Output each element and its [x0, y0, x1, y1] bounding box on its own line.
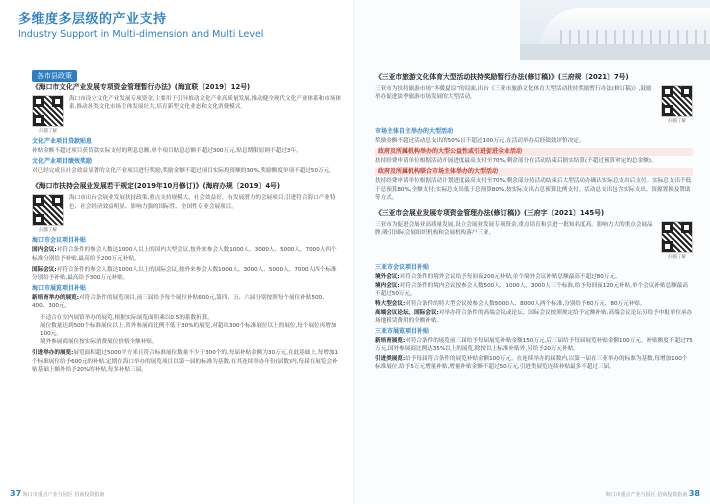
left-content: [32, 83, 342, 377]
qr-code-culture[interactable]: [32, 95, 64, 134]
subsection-text: 奖励金额不超过活动总支出的50%且不超过100万元,在活动举办后经绩效评价决定。: [375, 138, 585, 144]
qr-code-sanya-events[interactable]: [661, 85, 693, 124]
subsection-title: 市场主体自主举办的大型活动: [375, 128, 454, 135]
subsection-text: [375, 309, 693, 325]
item-text: 对符合条件的特大型会议按参会人数5000人、8000人两个标准,分别给予60万元、80万元补贴。: [405, 300, 646, 307]
item-text: 对符合条件的展览前三届给予每届展览补贴金额150万元,后三届给予每届展览补贴金额100万元。补贴额度不超过75万元,国外参展商比例达35%以上的展览,除按以上标准补贴外,另给予20万元补贴。: [375, 338, 693, 353]
item-label: 引进举办的展览:: [32, 350, 74, 357]
item-label: 境外会议:: [375, 274, 400, 281]
list-item: 不适合在室内展馆举办的展览,根据实际展览面积乘以0.5的系数折算。: [40, 314, 213, 321]
item-text: 对举办符合条件的高端会议或论坛、国际会议按照规定给予定额补贴,高端会议论坛另给予申报单位承办场地租赁费用的全额补贴。: [375, 309, 693, 325]
policy-tag: 各市县政策: [32, 70, 77, 82]
haikou-culture-intro: [32, 95, 342, 134]
haikou-culture-policy-title: 《海口市文化产业发展专项资金管理暂行办法》(海宣联〔2019〕12号): [32, 83, 251, 91]
item-text: 对符合条件的境外会议给予每间夜200元补贴,单个境外会议补贴总额最高不超过80万元。: [399, 274, 621, 281]
sanya-exhibition-intro: [375, 221, 693, 260]
page-header: [18, 12, 348, 41]
subsection-text: 对已经完成且社会效益显著的文化产业项目进行奖励,奖励金额不超过项目实际投资额的30%,奖励额度单项不超过50万元。: [32, 168, 335, 175]
subsection-text: [375, 282, 693, 298]
section-title-en: Industry Support in Multi-dimension and Multi Level: [18, 29, 264, 40]
qr-code-icon: [661, 221, 693, 253]
left-footer: [10, 489, 104, 498]
item-label: 境内会议:: [375, 283, 400, 290]
item-text: 对符合条件的参会人数达1000人以上的国际会议,按外来参会人数1000人、3000人、5000人、7000人四个标准分别给予补贴,最高给予300万元补贴。: [32, 266, 337, 282]
item-text: 对符合条件的展览项目,前三届给予每个展位补贴600元,第四、五、六届分别按照每个展位补贴500、400、300元。: [32, 295, 328, 310]
sanya-exhibition-policy-title: 《三亚市会展业发展专项资金管理办法(修订稿)》(三府字〔2021〕145号): [375, 209, 605, 218]
right-page: [355, 0, 710, 504]
subsection-text: [32, 294, 342, 310]
intro-text: 三亚市为扶持旅游市场“冬暖夏凉”的局面,出台《三亚市旅游文化体育大型活动扶持奖励暂行办法(修订稿)》,鼓励举办促进淡季旅游市场发展的大型活动。: [375, 86, 652, 101]
highlight-title: 政府及所属机构联合市场主体举办的大型活动: [375, 168, 693, 176]
item-label: 新培育举办的展览:: [32, 295, 79, 302]
sanya-events-intro: [375, 85, 693, 124]
subsection-text: 补贴金额不超过项目获贷款实际支付的利息总额,单个项目贴息总额不超过300万元,贴息期限原则不超过3年。: [32, 148, 302, 154]
subsection-text: [32, 246, 342, 262]
subsection-text: [375, 300, 693, 308]
page-number: 38: [688, 489, 700, 498]
footer-text: 海口市重点产业与园区 招商投资指南: [605, 492, 688, 498]
sanya-events-policy-title: 《三亚市旅游文化体育大型活动扶持奖励暂行办法(修订稿)》(三府规〔2021〕7号): [375, 73, 629, 81]
item-text: 对符合条件的参会人数达1000人以上的国内大型会议,按外来参会人数1000人、3000人、5000人、7000人四个标准分别给予补贴,最高给予200万元补贴。: [32, 247, 337, 262]
item-label: 新培育展览:: [375, 338, 406, 345]
qr-code-icon: [661, 85, 693, 117]
intro-text: 海口市设立文化产业发展专项资金,主要用于引导推动文化产业高质量发展,推动健全现代文化产业体系和市场体系,推动各类文化市场主体发展壮大,培育新型文化业态和文化消费模式。: [69, 96, 342, 111]
qr-code-exhibition[interactable]: [32, 194, 64, 233]
page-number: 37: [10, 489, 22, 498]
haikou-exhibition-policy-title: 《海口市扶持会展业发展若干规定(2019年10月修订)》(海府办规〔2019〕4号): [32, 182, 280, 191]
list-item: 境外参展商展位按实际消费展位价格全额补贴。: [40, 339, 158, 346]
intro-text: 三亚市为促进会展业高质量发展,设立会展业发展专项资金,重点培育和引进一批知名度高、影响力大的重点会展品牌,吸引国际会展组织机构和会展机构落户三亚。: [375, 222, 653, 237]
subsection-title: 文化产业项目贷款贴息: [32, 138, 93, 145]
qr-code-icon: [32, 194, 64, 226]
qr-code-icon: [32, 95, 64, 127]
qr-caption: 扫描了解: [668, 255, 686, 261]
intro-text: 海口市出台会展业发展扶持政策,重点支持规模大、社会效益好、有发展潜力的会展项目,引进符合海口产业特色、社会经济效益明显、影响力强的国际性、全国性专业会展项目。: [69, 195, 336, 210]
item-label: 特大型会议:: [375, 300, 406, 307]
qr-caption: 扫描了解: [39, 228, 57, 234]
building-photo: [520, 0, 710, 60]
subsection-text: [32, 349, 342, 374]
subsection-title: 海口市展览项目补贴: [32, 285, 87, 293]
subsection-text: [32, 266, 342, 282]
item-label: 引进类展览:: [375, 355, 406, 362]
subsection-title: 文化产业项目绩效奖励: [32, 158, 93, 166]
item-text: 展览面积超过5000平方米且符合标准展位数量不少于300个的,每届补贴金额为30万元,在此基础上,每增加1个标准展位给予600元的补贴,定期在海口举办的展览项目以第一届的标准为基数,在其连续举办年份(届数)内,每届在展览会补贴基础上额外给予20%的补贴,每多补贴三届。: [32, 350, 339, 373]
qr-caption: 扫描了解: [668, 119, 686, 124]
item-label: 国内会议:: [32, 247, 57, 254]
subsection-text: [375, 337, 693, 353]
subsection-text: [375, 355, 693, 371]
haikou-exhibition-intro: [32, 194, 342, 233]
item-label: 国际会议:: [32, 266, 57, 273]
subsection-text: 扶持经费申请单位根据活动开展进度最高支付至70%,剩余部分在活动结束后据实结算(不超过预算审定的总金额)。: [375, 158, 657, 165]
highlight-title: 政府及所属机构举办的大型公益性或引进促进全业活动: [375, 148, 693, 156]
subsection-text: [375, 273, 693, 281]
item-label: 高端会议论坛、国际会议:: [375, 309, 439, 316]
qr-caption: 扫描了解: [39, 129, 57, 134]
section-title-cn: 多维度多层级的产业支持: [18, 12, 167, 27]
right-content: [375, 73, 693, 374]
footer-text: 海口市重点产业与园区 招商投资指南: [22, 492, 105, 498]
item-text: 给予每届符合条件的展览补贴金额100万元。在连续举办的届数内,以第一届在三亚举办的标准为基数,每增加100个标准展位,给予5万元增量补贴,增量补贴金额不超过50万元,引进类展览连续补贴最多不超过三届。: [375, 355, 688, 370]
qr-code-sanya-exhibition[interactable]: [661, 221, 693, 260]
subsection-title: 三亚市会议项目补贴: [375, 264, 430, 272]
subsection-text: 扶持经费申请单位根据活动计划进度最高支付至70%,剩余部分待活动结束后大型活动办确认实际总支出后支付。实际总支出不低于总预算80%,全额支付;实际总支出低于总预算80%,按实际支出占总预算比例支付。活动总支出包含实际支出、资源置换及赞助等方式。: [375, 178, 692, 201]
item-text: 对符合条件的境内会议按参会人数500人、1000人、3000人三个标准,给予每间夜120元补贴,单个会议补贴总额最高不超过50万元。: [375, 283, 688, 298]
list-item: 展位数量达到500个标准展位以上,省外参展商比例不低于30%的展览,对超出300个标准展位以上的展位,每个展位再增加100元。: [40, 322, 337, 338]
subsection-title: 三亚市展览项目补贴: [375, 328, 430, 336]
right-footer: [606, 489, 700, 498]
subsection-title: 海口市会议项目补贴: [32, 237, 87, 245]
